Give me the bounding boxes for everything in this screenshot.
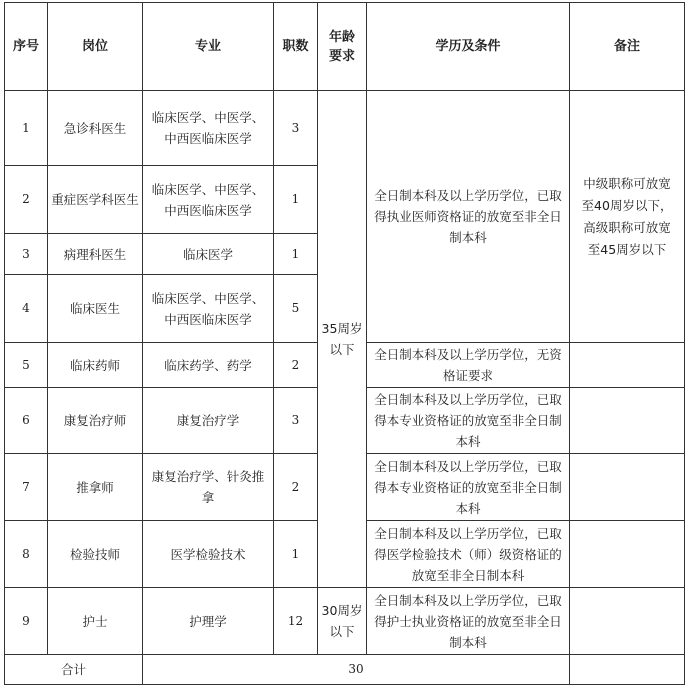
cell-notes-empty (570, 454, 685, 521)
cell-count: 12 (274, 588, 318, 655)
cell-education-therapist: 全日制本科及以上学历学位，已取得本专业资格证的放宽至非全日制本科 (367, 388, 570, 454)
cell-seq: 7 (5, 454, 48, 521)
cell-count: 1 (274, 166, 318, 234)
header-age: 年龄要求 (318, 3, 367, 91)
cell-count: 5 (274, 275, 318, 343)
cell-position: 重症医学科医生 (48, 166, 143, 234)
cell-seq: 6 (5, 388, 48, 454)
cell-count: 3 (274, 91, 318, 166)
cell-position: 病理科医生 (48, 234, 143, 275)
cell-education-nurse: 全日制本科及以上学历学位，已取得护士执业资格证的放宽至非全日制本科 (367, 588, 570, 655)
cell-position: 检验技师 (48, 521, 143, 588)
table-row (5, 588, 685, 655)
cell-count: 1 (274, 234, 318, 275)
cell-notes-empty (570, 388, 685, 454)
cell-notes-empty (570, 588, 685, 655)
cell-major: 临床医学、中医学、中西医临床医学 (143, 275, 274, 343)
cell-major: 医学检验技术 (143, 521, 274, 588)
table-row (5, 91, 685, 166)
header-seq: 序号 (5, 3, 48, 91)
cell-major: 康复治疗学 (143, 388, 274, 454)
cell-count: 2 (274, 343, 318, 388)
cell-seq: 1 (5, 91, 48, 166)
cell-education-doctors: 全日制本科及以上学历学位，已取得执业医师资格证的放宽至非全日制本科 (367, 91, 570, 343)
cell-major: 临床医学 (143, 234, 274, 275)
cell-education-massage: 全日制本科及以上学历学位，已取得本专业资格证的放宽至非全日制本科 (367, 454, 570, 521)
cell-position: 康复治疗师 (48, 388, 143, 454)
cell-major: 护理学 (143, 588, 274, 655)
cell-seq: 2 (5, 166, 48, 234)
cell-position: 推拿师 (48, 454, 143, 521)
header-education: 学历及条件 (367, 3, 570, 91)
header-notes: 备注 (570, 3, 685, 91)
cell-seq: 9 (5, 588, 48, 655)
cell-seq: 8 (5, 521, 48, 588)
cell-age-under35: 35周岁以下 (318, 91, 367, 588)
cell-major: 临床医学、中医学、中西医临床医学 (143, 91, 274, 166)
header-major: 专业 (143, 3, 274, 91)
cell-education-lab: 全日制本科及以上学历学位，已取得医学检验技术（师）级资格证的放宽至非全日制本科 (367, 521, 570, 588)
header-count: 职数 (274, 3, 318, 91)
cell-major: 康复治疗学、针灸推拿 (143, 454, 274, 521)
cell-notes-empty (570, 521, 685, 588)
cell-position: 护士 (48, 588, 143, 655)
total-row (5, 655, 685, 685)
cell-major: 临床医学、中医学、中西医临床医学 (143, 166, 274, 234)
cell-age-under30: 30周岁以下 (318, 588, 367, 655)
cell-notes-empty (570, 343, 685, 388)
cell-seq: 5 (5, 343, 48, 388)
header-row (5, 3, 685, 91)
cell-notes-doctors: 中级职称可放宽至40周岁以下，高级职称可放宽至45周岁以下 (570, 91, 685, 343)
header-position: 岗位 (48, 3, 143, 91)
cell-count: 2 (274, 454, 318, 521)
cell-count: 3 (274, 388, 318, 454)
cell-count: 1 (274, 521, 318, 588)
cell-position: 临床医生 (48, 275, 143, 343)
total-value: 30 (143, 655, 570, 685)
cell-education-pharmacist: 全日制本科及以上学历学位，无资格证要求 (367, 343, 570, 388)
total-label: 合计 (5, 655, 143, 685)
cell-seq: 3 (5, 234, 48, 275)
cell-position: 临床药师 (48, 343, 143, 388)
cell-seq: 4 (5, 275, 48, 343)
cell-notes-empty (570, 655, 685, 685)
cell-major: 临床药学、药学 (143, 343, 274, 388)
cell-position: 急诊科医生 (48, 91, 143, 166)
recruitment-table (4, 2, 685, 685)
